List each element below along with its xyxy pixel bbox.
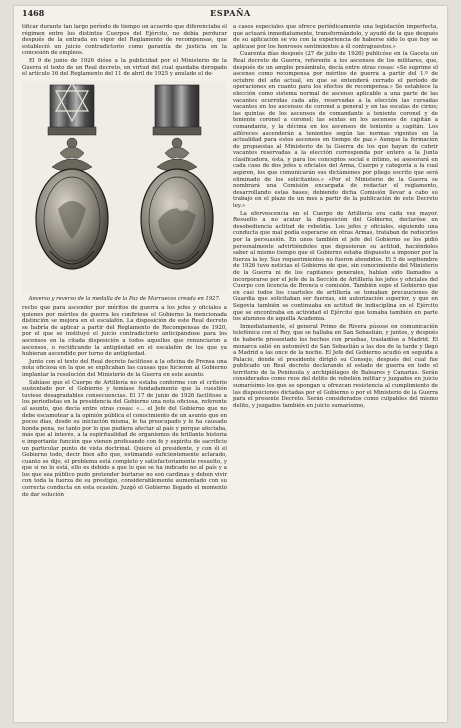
paragraph: a casos especiales que ofrece periódicamente una legislación imperfecta, que actuará inmediatamente, transformándolo, y ayudó de la que después de su aplicación se vio con la experiencia de haberse sido lo que hoy se aplicase por los honrosos sentimientos a él contrapuestos.» [233, 24, 438, 50]
paragraph: Junto con el texto del Real decreto facilitose a la oficina de Prensa una nota oficiosa en la que se explicaban las causas que hicieron al Gobierno implantar la resolución del Ministerio de la Guerra en este asunto. [22, 358, 227, 378]
medal-reverse [141, 85, 213, 269]
medal-figure [22, 81, 227, 293]
right-column [233, 24, 438, 410]
running-title: ESPAÑA [210, 8, 251, 18]
paragraph: Sabíase que el Cuerpo de Artillería no estaba conforme con el criterio sustentado por el Gobierno y temíase fundadamente que la cuestión tuviese desagradables consecuencias. El 17 de junio de 1926 facilitose a los periodistas en la presidencia del Gobierno una nota oficiosa, referente al asunto, que decía entre otras cosas: «... el Jefe del Gobierno que no debe escamotear a la opinión pública el conocimiento de un asunto que en pocos días, desde su iniciación misma, le ha preocupado y le ha causado honda pena, no tanto por lo que pudiera afectar al país y porque afectaba, más que al interés, a la espiritualidad de organismos de brillante historia e importante función que vienen profesando con fe y espíritu de sacrificio un particular punto de vista doctrinal. Quiere el presidente, y con él el Gobierno todo, decir bien alto que, estimando suficientemente aclarado, cuanto se dijo, el problema está completo y satisfactoriamente resuelto, y que si no lo está, ello es debido a que lo que se ha indicado no al país y a los que sea público pudo pretender burlarse no son cardinas y deben vivir con toda la fuerza de su prestigio, considerablemente aumentado con su correcta conducta en esta ocasión. Juzgó el Gobierno llegado el momento de dar solución [22, 379, 227, 498]
paragraph: La efervescencia en el Cuerpo de Artillería era cada vez mayor. Resuelto a no acatar la disposición del Gobierno, declaróse en desobediencia actitud de rebeldía. Los jefes y oficiales, siguiendo una conducta que mal podía esperarse en otras Armas, trataban de reducirlos por la persuasión. En unos también el jefe del Gobierno se los pidió personalmente advirtiéndoles que depusieran su actitud, haciéndoles saber al mismo tiempo que el Gobierno estaba dispuesto a imponer por la fuerza la ley. Sus requerimientos no fueron atendidos. El 5 de septiembre de 1926 tuvo noticias el Gobierno de que, sin conocimiento del Ministerio de la Guerra ni de los capitanes generales, habían sido llamados a incorporarse por el jefe de la Sección de Artillería los jefes y oficiales del Cuerpo con licencia de Brenca o comisión. También supo el Gobierno que en casi todos los cuarteles de artillería se tomaban precauciones de Guardia que solicitaban ser fuerzas, sin autorización superior, y que en Segovia también se continuaba en actitud de indisciplina en el Ejército que se encontraba en actividad el Ejército que tomaba también en parte los alumnos de aquella Academia. [233, 210, 438, 323]
page-header [22, 8, 439, 24]
paragraph: El 9 de junio de 1926 dióse a la publicidad por el Ministerio de la Guerra el texto de un Real decreto, en virtud del cual quedaba derogado el artículo 16 del Reglamento del 11 de abril de 1925 y anulado el de- [22, 57, 227, 78]
figure-caption: Anverso y reverso de la medalla de la Paz de Marruecos creada en 1927. [28, 295, 221, 302]
paragraph: recho que para ascender por méritos de guerra a los jefes y oficiales a quienes por méritos de guerra les confiriese el Gobierno la mencionada distinción se mejora en el escalafón. La disposición de este Real decreto se habría de aplicar a partir del Reglamento de Recompensas de 1920, por el que se instituyó el juicio contradictorio anticipándose para los ascensos en la citada disposición a todos aquellos que renunciaron a ascensos, o rectificando la antigüedad en el escalafón de los que ya hubieran ascendido por turno de antigüedad. [22, 305, 227, 358]
document-page [14, 6, 447, 722]
paragraph: tificar durante tan largo período de tiempo un acuerdo que diferenciaba el régimen entre los distintos Cuerpos del Ejército, no debía perdurar después de la entrada en vigor del Reglamento de recompensas, que estableció un juicio contradictorio como garantía de justicia en la concesión de empleos. [22, 24, 227, 57]
medal-photograph [22, 81, 227, 293]
paragraph: Cuarenta días después (27 de julio de 1926) publicóse en la Gaceta un Real decreto de Guerra, referente a los ascensos de los militares, que, después de un amplio preámbulo, decía entre otras cosas: «Se suprime el ascenso como recompensa por méritos de guerra a partir del 1.º de octubre del año actual, en que se entenderá cerrado el período de operaciones en cuanto para los efectos de recompensa.» Se establece la elección como sistema normal de ascenso aplicable a una parte de las vacantes ocurridas cada año, reservadas a la elección las cursadas vacantes en los ascensos de coronel a general y en las escalas de cirios; las quintas de los ascensos de comandante a teniente coronel y de teniente coronel a coronel; las sextas en los ascensos de capitán a comandante, y la décima en los ascensos de teniente a capitán. Los alféreces ascenderán a tenientes según las normas vigentes en la actualidad para estos ascensos en tiempo de paz.» Aunque la formación de propuestas al Ministerio de la Guerra de los que hayan de cubrir vacantes reservadas a la elección corresponda por entero a la Junta clasificadora, ésta, y para los conceptos social e íntimo, se asesorará en cada caso de dos jefes u oficiales del Arma, Cuerpo y categoría a la cual aspiren, los que comunicarán sus dictámenes por pliego escrito que será eliminado de los solicitantes.» «Por el Ministerio de la Guerra se nombrará una Comisión encargada de redactar el reglamento, desarrollando estas bases, debiendo dicha Comisión llevar a cabo su trabajo en el plazo de un mes a partir de la publicación de este Decreto ley.» [233, 51, 438, 210]
left-column [22, 24, 227, 499]
medal-obverse [36, 83, 108, 269]
page-number: 1468 [22, 8, 45, 18]
paragraph: Inmediatamente, el general Primo de Rivera púsose en comunicación telefónica con el Rey, que se hallaba en San Sebastián, y juntos, y después de haberle presentado los hechos con pruebas, trasladóse a Madrid. El monarca salió en automóvil de San Sebastián a las dos de la tarde y llegó a Madrid a las once de la noche. El Jefe del Gobierno acudió en seguida a Palacio, donde el presidente dirigió su Consejo, después del cual fue publicado un Real decreto declarando el estado de guerra en todo el territorio de la Península y archipiélagos de Baleares y Canarias. Serán considerados como reos del delito de rebelión militar y juzgados en juicio sumarísimo los que se opongan u ofrezcan resistencia al cumplimiento de las disposiciones dictadas por el Gobierno o por el Ministerio de la Guerra para el presente Decreto. Serán considerados como culpables del mismo delito, y juzgados también en juicio sumarísimo, [233, 323, 438, 409]
